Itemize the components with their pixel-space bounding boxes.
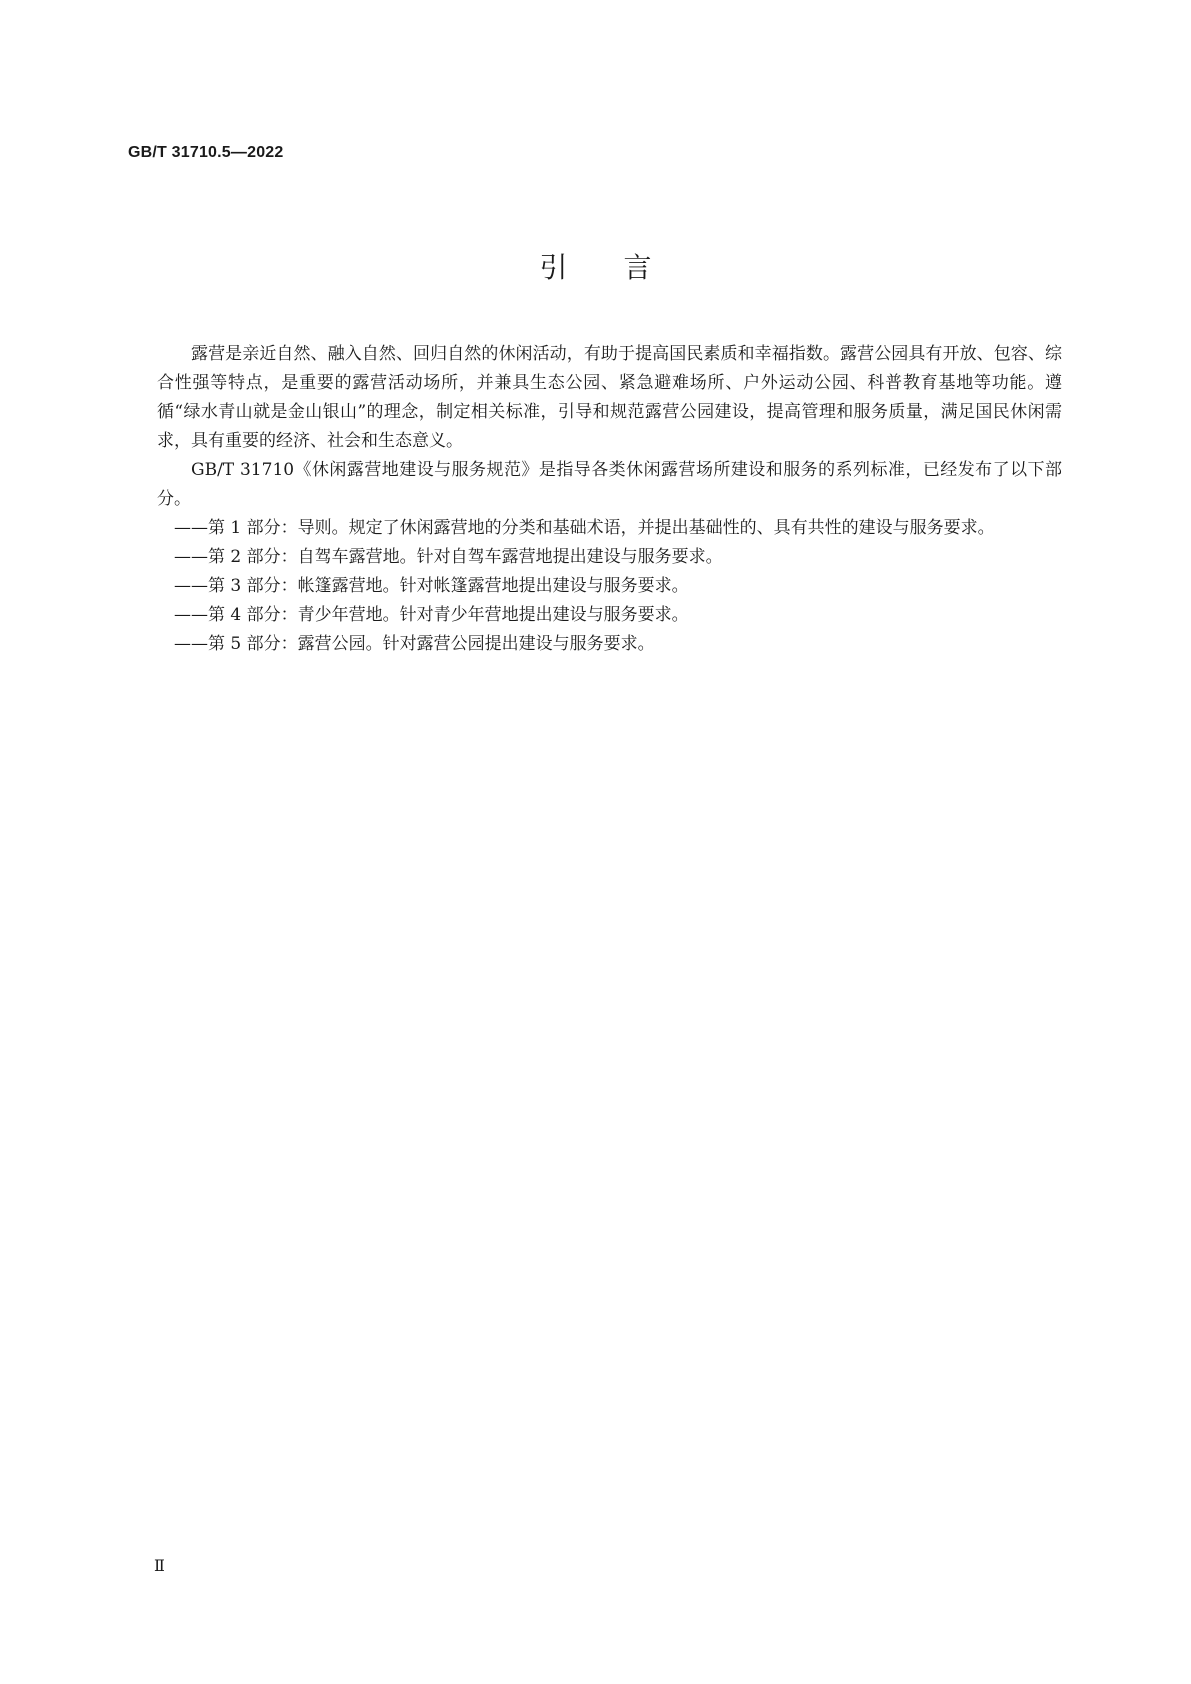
- list-item: ——第 1 部分：导则。规定了休闲露营地的分类和基础术语，并提出基础性的、具有共性的建设与服务要求。: [174, 518, 995, 538]
- intro-paragraph: 露营是亲近自然、融入自然、回归自然的休闲活动，有助于提高国民素质和幸福指数。露营公园具有开放、包容、综合性强等特点，是重要的露营活动场所，并兼具生态公园、紧急避难场所、户外运动公园、科普教育基地等功能。遵循“绿水青山就是金山银山”的理念，制定相关标准，引导和规范露营公园建设，提高管理和服务质量，满足国民休闲需求，具有重要的经济、社会和生态意义。: [157, 344, 1062, 451]
- standard-code: GB/T 31710.5—2022: [128, 144, 284, 161]
- list-item: ——第 3 部分：帐篷露营地。针对帐篷露营地提出建设与服务要求。: [174, 576, 689, 596]
- list-item: ——第 2 部分：自驾车露营地。针对自驾车露营地提出建设与服务要求。: [174, 547, 723, 567]
- document-body: [157, 340, 1062, 659]
- list-item: ——第 4 部分：青少年营地。针对青少年营地提出建设与服务要求。: [174, 605, 689, 625]
- parts-list: [157, 514, 1062, 659]
- page-number: Ⅱ: [154, 1556, 165, 1575]
- list-item: ——第 5 部分：露营公园。针对露营公园提出建设与服务要求。: [174, 634, 655, 654]
- section-title: 引言: [539, 251, 708, 284]
- series-paragraph: GB/T 31710《休闲露营地建设与服务规范》是指导各类休闲露营场所建设和服务的系列标准，已经发布了以下部分。: [157, 460, 1062, 509]
